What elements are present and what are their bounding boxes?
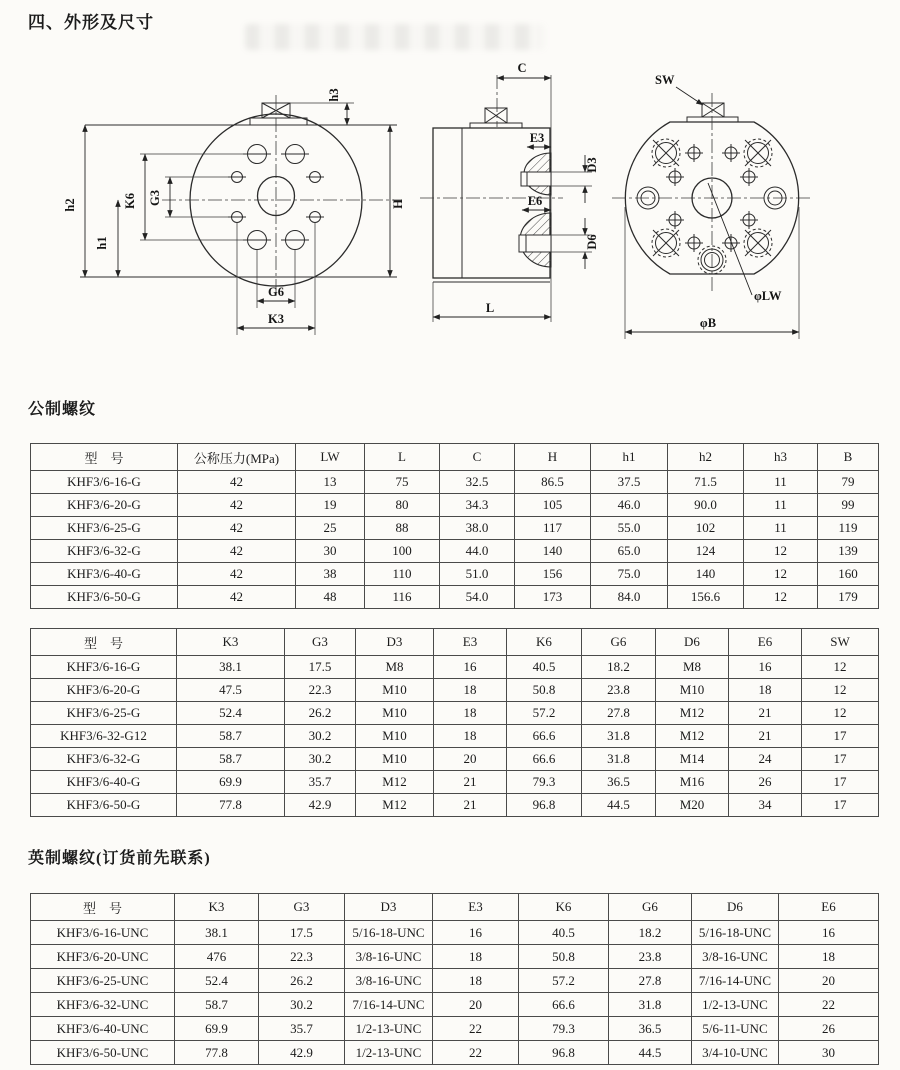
value-cell: 30 [779, 1041, 879, 1065]
value-cell: 50.8 [507, 679, 582, 702]
value-cell: 17.5 [259, 921, 345, 945]
value-cell: 48 [296, 586, 365, 609]
value-cell: 30.2 [285, 725, 356, 748]
value-cell: 47.5 [177, 679, 285, 702]
table-row [31, 517, 879, 540]
value-cell: 38 [296, 563, 365, 586]
model-cell: KHF3/6-50-UNC [31, 1041, 175, 1065]
value-cell: 38.1 [175, 921, 259, 945]
imperial-thread-table [30, 893, 879, 1065]
header-row [31, 629, 879, 656]
model-cell: KHF3/6-40-UNC [31, 1017, 175, 1041]
value-cell: 66.6 [519, 993, 609, 1017]
value-cell: 42 [178, 494, 296, 517]
column-header: K3 [177, 629, 285, 656]
column-header: K3 [175, 894, 259, 921]
value-cell: 26.2 [285, 702, 356, 725]
value-cell: 20 [434, 748, 507, 771]
value-cell: M10 [656, 679, 729, 702]
front-view-drawing [63, 88, 405, 335]
model-cell: KHF3/6-32-G [31, 748, 177, 771]
page-title: 四、外形及尺寸 [28, 13, 154, 32]
value-cell: 116 [365, 586, 440, 609]
header-row [31, 894, 879, 921]
value-cell: 7/16-14-UNC [345, 993, 433, 1017]
value-cell: 42 [178, 563, 296, 586]
value-cell: 35.7 [259, 1017, 345, 1041]
scan-smudge [245, 24, 545, 50]
value-cell: 12 [802, 656, 879, 679]
value-cell: 88 [365, 517, 440, 540]
model-cell: KHF3/6-16-G [31, 471, 178, 494]
model-cell: KHF3/6-25-G [31, 517, 178, 540]
dim-label-E3: E3 [529, 131, 545, 145]
value-cell: 96.8 [507, 794, 582, 817]
value-cell: 119 [818, 517, 879, 540]
value-cell: 57.2 [507, 702, 582, 725]
value-cell: 38.1 [177, 656, 285, 679]
value-cell: 26 [779, 1017, 879, 1041]
column-header: 型 号 [31, 629, 177, 656]
value-cell: 90.0 [668, 494, 744, 517]
column-header: E6 [779, 894, 879, 921]
value-cell: 42 [178, 586, 296, 609]
header-row [31, 444, 879, 471]
value-cell: 79.3 [519, 1017, 609, 1041]
value-cell: 23.8 [609, 945, 692, 969]
dim-label-h2: h2 [63, 198, 77, 212]
value-cell: 22.3 [285, 679, 356, 702]
table-row [31, 1017, 879, 1041]
value-cell: 86.5 [515, 471, 591, 494]
value-cell: 21 [434, 794, 507, 817]
value-cell: 3/8-16-UNC [345, 969, 433, 993]
value-cell: 66.6 [507, 725, 582, 748]
value-cell: 140 [668, 563, 744, 586]
value-cell: 140 [515, 540, 591, 563]
model-cell: KHF3/6-50-G [31, 586, 178, 609]
column-header: SW [802, 629, 879, 656]
value-cell: 84.0 [591, 586, 668, 609]
model-cell: KHF3/6-16-UNC [31, 921, 175, 945]
dim-label-C: C [517, 61, 527, 75]
value-cell: M16 [656, 771, 729, 794]
table-row [31, 586, 879, 609]
value-cell: 79 [818, 471, 879, 494]
table-row [31, 945, 879, 969]
value-cell: 124 [668, 540, 744, 563]
value-cell: 105 [515, 494, 591, 517]
value-cell: 50.8 [519, 945, 609, 969]
column-header: E3 [434, 629, 507, 656]
column-header: G3 [259, 894, 345, 921]
value-cell: 12 [744, 540, 818, 563]
column-header: C [440, 444, 515, 471]
value-cell: 27.8 [609, 969, 692, 993]
value-cell: 156.6 [668, 586, 744, 609]
value-cell: 34 [729, 794, 802, 817]
value-cell: 117 [515, 517, 591, 540]
column-header: 型 号 [31, 894, 175, 921]
value-cell: 75 [365, 471, 440, 494]
model-cell: KHF3/6-32-G12 [31, 725, 177, 748]
value-cell: M12 [656, 725, 729, 748]
value-cell: 79.3 [507, 771, 582, 794]
column-header: D3 [345, 894, 433, 921]
value-cell: 18.2 [609, 921, 692, 945]
value-cell: 7/16-14-UNC [692, 969, 779, 993]
value-cell: 12 [802, 679, 879, 702]
value-cell: 31.8 [582, 748, 656, 771]
value-cell: 3/8-16-UNC [692, 945, 779, 969]
value-cell: M12 [356, 794, 434, 817]
value-cell: 42 [178, 471, 296, 494]
value-cell: 44.5 [582, 794, 656, 817]
value-cell: 30.2 [285, 748, 356, 771]
value-cell: 31.8 [609, 993, 692, 1017]
column-header: h1 [591, 444, 668, 471]
column-header: L [365, 444, 440, 471]
value-cell: 12 [744, 563, 818, 586]
value-cell: 42 [178, 517, 296, 540]
value-cell: 16 [433, 921, 519, 945]
model-cell: KHF3/6-25-G [31, 702, 177, 725]
table-row [31, 494, 879, 517]
side-view-dimensions [433, 61, 599, 322]
dim-label-K6: K6 [123, 193, 137, 209]
model-cell: KHF3/6-40-G [31, 771, 177, 794]
column-header: LW [296, 444, 365, 471]
table-row [31, 656, 879, 679]
value-cell: 42.9 [259, 1041, 345, 1065]
value-cell: 1/2-13-UNC [692, 993, 779, 1017]
value-cell: 21 [729, 702, 802, 725]
value-cell: 34.3 [440, 494, 515, 517]
value-cell: 3/4-10-UNC [692, 1041, 779, 1065]
value-cell: 160 [818, 563, 879, 586]
metric-thread-table [30, 628, 879, 817]
column-header: E6 [729, 629, 802, 656]
column-header: G3 [285, 629, 356, 656]
value-cell: 26 [729, 771, 802, 794]
value-cell: M10 [356, 725, 434, 748]
value-cell: 80 [365, 494, 440, 517]
value-cell: 35.7 [285, 771, 356, 794]
value-cell: 18 [779, 945, 879, 969]
value-cell: 11 [744, 494, 818, 517]
value-cell: 173 [515, 586, 591, 609]
value-cell: 18 [433, 945, 519, 969]
value-cell: 17.5 [285, 656, 356, 679]
value-cell: M8 [356, 656, 434, 679]
rear-view-drawing [612, 73, 812, 339]
column-header: E3 [433, 894, 519, 921]
model-cell: KHF3/6-20-G [31, 679, 177, 702]
value-cell: 75.0 [591, 563, 668, 586]
dim-label-SW: SW [655, 73, 675, 87]
table-row [31, 794, 879, 817]
table-row [31, 1041, 879, 1065]
column-header: D6 [692, 894, 779, 921]
dim-label-B: φB [699, 316, 717, 330]
value-cell: M20 [656, 794, 729, 817]
value-cell: M8 [656, 656, 729, 679]
square-drive-side [485, 108, 507, 123]
value-cell: 44.0 [440, 540, 515, 563]
dim-label-K3: K3 [268, 312, 284, 326]
value-cell: 58.7 [177, 748, 285, 771]
value-cell: 54.0 [440, 586, 515, 609]
model-cell: KHF3/6-40-G [31, 563, 178, 586]
value-cell: 52.4 [177, 702, 285, 725]
dim-label-D3: D3 [585, 157, 599, 173]
column-header: B [818, 444, 879, 471]
value-cell: 179 [818, 586, 879, 609]
value-cell: 71.5 [668, 471, 744, 494]
value-cell: 5/6-11-UNC [692, 1017, 779, 1041]
value-cell: 18.2 [582, 656, 656, 679]
value-cell: 38.0 [440, 517, 515, 540]
value-cell: 20 [779, 969, 879, 993]
value-cell: 18 [729, 679, 802, 702]
value-cell: 16 [779, 921, 879, 945]
value-cell: 476 [175, 945, 259, 969]
column-header: 型 号 [31, 444, 178, 471]
value-cell: 99 [818, 494, 879, 517]
value-cell: 58.7 [177, 725, 285, 748]
dim-label-G6: G6 [268, 285, 284, 299]
value-cell: 21 [729, 725, 802, 748]
value-cell: 17 [802, 725, 879, 748]
value-cell: 1/2-13-UNC [345, 1017, 433, 1041]
model-cell: KHF3/6-25-UNC [31, 969, 175, 993]
column-header: h2 [668, 444, 744, 471]
column-header: G6 [609, 894, 692, 921]
column-header: D3 [356, 629, 434, 656]
value-cell: 13 [296, 471, 365, 494]
dim-label-E6: E6 [527, 194, 543, 208]
table-row [31, 725, 879, 748]
value-cell: 77.8 [177, 794, 285, 817]
value-cell: 77.8 [175, 1041, 259, 1065]
value-cell: 36.5 [582, 771, 656, 794]
value-cell: 23.8 [582, 679, 656, 702]
value-cell: 24 [729, 748, 802, 771]
value-cell: 21 [434, 771, 507, 794]
column-header: H [515, 444, 591, 471]
value-cell: 17 [802, 794, 879, 817]
table-row [31, 771, 879, 794]
value-cell: 22 [433, 1017, 519, 1041]
value-cell: 5/16-18-UNC [692, 921, 779, 945]
value-cell: 19 [296, 494, 365, 517]
value-cell: 40.5 [507, 656, 582, 679]
value-cell: 55.0 [591, 517, 668, 540]
mounting-plate-rear [687, 117, 738, 122]
value-cell: 96.8 [519, 1041, 609, 1065]
value-cell: 30 [296, 540, 365, 563]
value-cell: 46.0 [591, 494, 668, 517]
column-header: h3 [744, 444, 818, 471]
value-cell: 22 [433, 1041, 519, 1065]
table-row [31, 993, 879, 1017]
value-cell: 40.5 [519, 921, 609, 945]
value-cell: 25 [296, 517, 365, 540]
column-header: K6 [519, 894, 609, 921]
technical-drawings [0, 55, 900, 385]
value-cell: 110 [365, 563, 440, 586]
column-header: D6 [656, 629, 729, 656]
dim-label-h1: h1 [95, 236, 109, 250]
value-cell: 65.0 [591, 540, 668, 563]
value-cell: 100 [365, 540, 440, 563]
value-cell: 16 [434, 656, 507, 679]
section-title-metric: 公制螺纹 [28, 401, 97, 418]
table-row [31, 471, 879, 494]
value-cell: 18 [433, 969, 519, 993]
value-cell: 44.5 [609, 1041, 692, 1065]
value-cell: 58.7 [175, 993, 259, 1017]
model-cell: KHF3/6-16-G [31, 656, 177, 679]
dim-label-LW: φLW [754, 289, 782, 303]
value-cell: 51.0 [440, 563, 515, 586]
table-row [31, 679, 879, 702]
value-cell: M12 [356, 771, 434, 794]
value-cell: 139 [818, 540, 879, 563]
model-cell: KHF3/6-32-G [31, 540, 178, 563]
value-cell: 18 [434, 702, 507, 725]
side-section-drawing [420, 61, 599, 322]
side-port-holes [637, 187, 786, 274]
value-cell: 12 [744, 586, 818, 609]
table-row [31, 969, 879, 993]
value-cell: M10 [356, 679, 434, 702]
column-header: G6 [582, 629, 656, 656]
value-cell: 32.5 [440, 471, 515, 494]
mounting-plate-side [470, 123, 522, 128]
dim-label-h3: h3 [327, 88, 341, 102]
column-header: K6 [507, 629, 582, 656]
value-cell: 57.2 [519, 969, 609, 993]
value-cell: 31.8 [582, 725, 656, 748]
dim-label-H: H [391, 199, 405, 209]
model-cell: KHF3/6-20-UNC [31, 945, 175, 969]
value-cell: 66.6 [507, 748, 582, 771]
value-cell: 3/8-16-UNC [345, 945, 433, 969]
value-cell: 18 [434, 725, 507, 748]
table-row [31, 563, 879, 586]
value-cell: 11 [744, 471, 818, 494]
value-cell: 42.9 [285, 794, 356, 817]
value-cell: 102 [668, 517, 744, 540]
value-cell: 30.2 [259, 993, 345, 1017]
value-cell: 37.5 [591, 471, 668, 494]
value-cell: 18 [434, 679, 507, 702]
section-title-imperial: 英制螺纹(订货前先联系) [28, 850, 211, 867]
value-cell: M14 [656, 748, 729, 771]
metric-dimensions-table [30, 443, 879, 609]
table-row [31, 540, 879, 563]
value-cell: 52.4 [175, 969, 259, 993]
value-cell: 22.3 [259, 945, 345, 969]
dim-label-L: L [485, 301, 495, 315]
value-cell: 36.5 [609, 1017, 692, 1041]
value-cell: 69.9 [175, 1017, 259, 1041]
square-drive-rear [702, 103, 724, 117]
value-cell: M10 [356, 748, 434, 771]
model-cell: KHF3/6-20-G [31, 494, 178, 517]
value-cell: 20 [433, 993, 519, 1017]
value-cell: 156 [515, 563, 591, 586]
model-cell: KHF3/6-32-UNC [31, 993, 175, 1017]
value-cell: 69.9 [177, 771, 285, 794]
value-cell: M10 [356, 702, 434, 725]
value-cell: 16 [729, 656, 802, 679]
value-cell: M12 [656, 702, 729, 725]
model-cell: KHF3/6-50-G [31, 794, 177, 817]
value-cell: 26.2 [259, 969, 345, 993]
table-row [31, 702, 879, 725]
value-cell: 1/2-13-UNC [345, 1041, 433, 1065]
mounting-plate [250, 118, 307, 125]
value-cell: 42 [178, 540, 296, 563]
value-cell: 12 [802, 702, 879, 725]
value-cell: 27.8 [582, 702, 656, 725]
dim-label-D6: D6 [585, 234, 599, 250]
table-row [31, 748, 879, 771]
dim-label-G3: G3 [148, 190, 162, 206]
value-cell: 5/16-18-UNC [345, 921, 433, 945]
value-cell: 17 [802, 771, 879, 794]
value-cell: 11 [744, 517, 818, 540]
value-cell: 17 [802, 748, 879, 771]
table-row [31, 921, 879, 945]
column-header: 公称压力(MPa) [178, 444, 296, 471]
value-cell: 22 [779, 993, 879, 1017]
